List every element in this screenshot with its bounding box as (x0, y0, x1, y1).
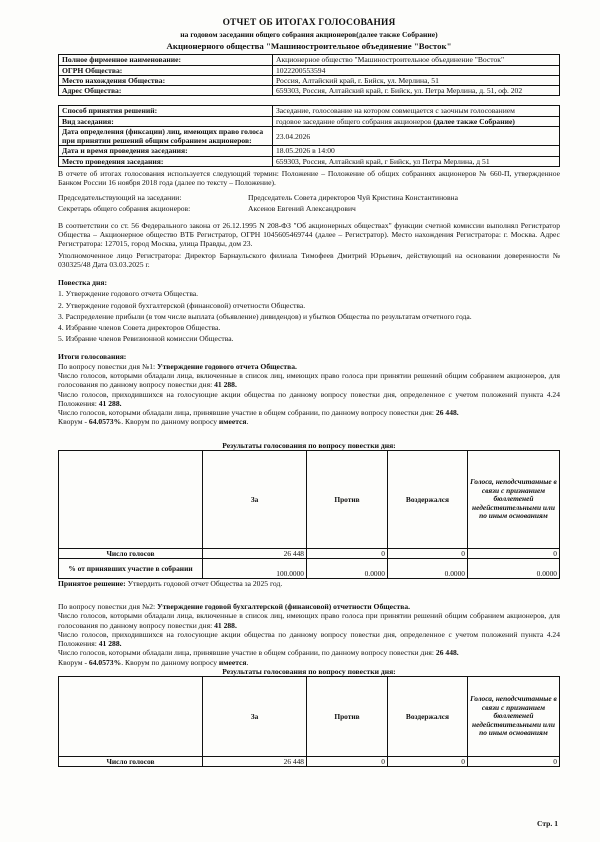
header-abstain: Воздержался (388, 450, 468, 548)
q2-votes-for: 26 448 (203, 757, 307, 767)
info-row (59, 86, 560, 96)
q2-votes-abstain: 0 (388, 757, 468, 767)
q1-votes-against: 0 (307, 548, 388, 558)
q1-text-2: Число голосов, приходившихся на голосующие акции общества по данному вопросу повестки дня, определенное с учетом положений пункта 4.24 Положения: (58, 389, 560, 408)
agenda-item: 4. Избрание членов Совета директоров Общества. (58, 323, 221, 333)
q1-quorum-end: . (246, 417, 249, 427)
results-corner-cell (59, 450, 203, 548)
info-value: 659303, Россия, Алтайский край, г. Бийск, ул. Петра Мерлина, д. 51, оф. 202 (273, 86, 560, 96)
q1-text-1: Число голосов, которыми обладали лица, включенные в список лиц, имеющих право голоса при принятии решений общим собранием акционеров, для голосования по данному вопросу повестки дня: (58, 371, 560, 390)
q1-votes-abstain: 0 (388, 548, 468, 558)
question-1-heading (58, 362, 560, 371)
company-info-table (58, 54, 560, 96)
agenda-item: 5. Избрание членов Ревизионной комиссии Общества. (58, 334, 234, 344)
header-invalid: Голоса, неподсчитанные в связи с признанием бюллетеней недействительными или по иным основаниям (468, 450, 560, 548)
info-row (59, 116, 560, 126)
q2-quorum-prefix: Кворум - (58, 657, 89, 667)
info-value: 18.05.2026 в 14:00 (273, 146, 560, 156)
header-invalid: Голоса, неподсчитанные в связи с признанием бюллетеней недействительными или по иным основаниям (468, 677, 560, 757)
secretary-value: Аксенов Евгений Александрович (248, 203, 356, 213)
q1-decision (58, 579, 560, 588)
q1-value-3: 26 448. (435, 408, 459, 418)
q1-percent-against: 0.0000 (307, 558, 388, 578)
info-value (273, 116, 560, 126)
info-row (59, 156, 560, 166)
results-title: Итоги голосования: (58, 351, 127, 361)
agenda-item: 2. Утверждение годовой бухгалтерской (финансовой) отчетности Общества. (58, 300, 306, 310)
question-1-block (58, 362, 560, 427)
q1-decision-text: Утвердить годовой отчет Общества за 2025 год. (125, 578, 283, 588)
registrar-paragraph: В соответствии со ст. 56 Федерального закона от 26.12.1995 N 208-ФЗ "Об акционерных обществах" функции счетной комиссии выполнял Регистратор Общества – Акционерное общество ВТБ Регистратор, ОГРН 1045605469744 (далее – Регистратор). Место нахождения Регистратора: г. Москва. Адрес Регистратора: 127015, город Москва, улица Правды, дом 23. (58, 220, 560, 249)
info-row (59, 126, 560, 146)
q1-quorum-value: 64.0573% (88, 417, 122, 427)
q2-results-table (58, 676, 560, 767)
q1-votes-invalid: 0 (468, 548, 560, 558)
info-row (59, 106, 560, 116)
row-label-votes: Число голосов (59, 757, 203, 767)
question-1-line-2 (58, 390, 560, 409)
question-1-intro: По вопросу повестки дня №1: (58, 361, 157, 371)
info-value: Акционерное общество "Машиностроительное объединение "Восток" (273, 55, 560, 65)
info-label: Дата и время проведения заседания: (59, 146, 273, 156)
report-header (58, 18, 560, 51)
question-2-heading (58, 602, 560, 611)
header-against: Против (307, 677, 388, 757)
info-label: Вид заседания: (59, 116, 273, 126)
question-2-line-3 (58, 648, 560, 657)
authorized-paragraph: Уполномоченное лицо Регистратора: Директор Барнаульского филиала Тимофеев Дмитрий Юрьевич, действующий на основании доверенности № 030325/48 Дата 03.03.2025 г. (58, 250, 560, 269)
info-label: Дата определения (фиксации) лиц, имеющих право голоса при принятии решений общим собранием акционеров: (59, 126, 273, 146)
info-value: 1022200553594 (273, 65, 560, 75)
question-2-line-2 (58, 630, 560, 649)
header-against: Против (307, 450, 388, 548)
q1-quorum-mid: . Кворум по данному вопросу (121, 417, 219, 427)
q2-text-1: Число голосов, которыми обладали лица, включенные в список лиц, имеющих право голоса при принятии решений общим собранием акционеров, для голосования по данному вопросу повестки дня: (58, 611, 560, 630)
agenda-item: 3. Распределение прибыли (в том числе выплата (объявление) дивидендов) и убытков Общества по результатам отчетного года. (58, 311, 472, 321)
q1-value-2: 41 288. (98, 398, 122, 408)
info-label: ОГРН Общества: (59, 65, 273, 75)
question-2-intro: По вопросу повестки дня №2: (58, 602, 157, 612)
agenda-item: 1. Утверждение годового отчета Общества. (58, 289, 199, 299)
q2-quorum-value: 64.0573% (88, 657, 122, 667)
info-label: Способ принятия решений: (59, 106, 273, 116)
results-corner-cell (59, 677, 203, 757)
q2-text-3: Число голосов, которыми обладали лица, принявшие участие в общем собрании, по данному вопросу повестки дня: (58, 648, 436, 658)
q2-quorum-mid: . Кворум по данному вопросу (121, 657, 219, 667)
results-votes-row (59, 548, 560, 558)
agenda-title: Повестка дня: (58, 278, 107, 288)
results-percent-row (59, 558, 560, 578)
info-row (59, 75, 560, 85)
meeting-type-note: (далее также Собрание) (433, 116, 515, 126)
company-line: Акционерного общества "Машиностроительное объединение "Восток" (166, 40, 452, 51)
q2-quorum-status: имеется (218, 657, 247, 667)
info-value: Россия, Алтайский край, г. Бийск, ул. Мерлина, 51 (273, 75, 560, 85)
q2-text-2: Число голосов, приходившихся на голосующие акции общества по данному вопросу повестки дня, определенное с учетом положений пункта 4.24 Положения: (58, 629, 560, 649)
chair-line (58, 193, 560, 202)
agenda-list (58, 289, 560, 343)
meeting-type-text: годовое заседание общего собрания акционеров (276, 116, 432, 126)
secretary-line (58, 204, 560, 213)
q2-value-2: 41 288. (98, 639, 122, 649)
row-label-votes: Число голосов (59, 548, 203, 558)
q1-percent-for: 100.0000 (203, 558, 307, 578)
terms-paragraph: В отчете об итогах голосования используется следующий термин: Положение – Положение об общих собраниях акционеров № 660-П, утвержденное Банком России 16 ноября 2018 года (далее по тексту – Положение). (58, 168, 560, 188)
info-label: Место нахождения Общества: (59, 75, 273, 85)
report-subtitle: на годовом заседании общего собрания акционеров(далее также Собрание) (180, 30, 438, 40)
header-abstain: Воздержался (388, 677, 468, 757)
q1-quorum-status: имеется (218, 417, 247, 427)
info-value: 659303, Россия, Алтайский край, г Бийск, ул Петра Мерлина, д 51 (273, 156, 560, 166)
info-row (59, 65, 560, 75)
chair-label: Председательствующий на заседании: (58, 193, 182, 203)
info-value: 23.04.2026 (273, 126, 560, 146)
q2-votes-invalid: 0 (468, 757, 560, 767)
q1-percent-invalid: 0.0000 (468, 558, 560, 578)
q1-table-title: Результаты голосования по вопросу повестки дня: (222, 440, 396, 450)
info-row (59, 55, 560, 65)
question-1-quorum (58, 417, 560, 426)
header-for: За (203, 677, 307, 757)
info-value: Заседание, голосование на котором совмещается с заочным голосованием (273, 106, 560, 116)
q2-votes-against: 0 (307, 757, 388, 767)
info-label: Адрес Общества: (59, 86, 273, 96)
chair-value: Председатель Совета директоров Чуй Кристина Константиновна (248, 193, 458, 203)
q1-value-1: 41 288. (214, 380, 237, 390)
question-1-title: Утверждение годового отчета Общества. (157, 361, 297, 371)
report-title: ОТЧЕТ ОБ ИТОГАХ ГОЛОСОВАНИЯ (222, 18, 396, 28)
info-label: Место проведения заседания: (59, 156, 273, 166)
row-label-percent: % от принявших участие в собрании (59, 558, 203, 578)
question-2-title: Утверждение годовой бухгалтерской (финансовой) отчетности Общества. (157, 602, 411, 612)
q2-value-1: 41 288. (214, 620, 237, 630)
results-header-row (59, 677, 560, 757)
q2-table-title: Результаты голосования по вопросу повестки дня: (222, 666, 396, 676)
q1-votes-for: 26 448 (203, 548, 307, 558)
page-number: Стр. 1 (536, 818, 558, 828)
header-for: За (203, 450, 307, 548)
q2-quorum-end: . (246, 657, 249, 667)
q2-value-3: 26 448. (435, 648, 459, 658)
question-2-line-1 (58, 611, 560, 630)
secretary-label: Секретарь общего собрания акционеров: (58, 203, 191, 213)
info-row (59, 146, 560, 156)
info-label: Полное фирменное наименование: (59, 55, 273, 65)
question-2-block (58, 602, 560, 667)
q1-results-table (58, 450, 560, 579)
q1-decision-label: Принятое решение: (58, 578, 126, 588)
meeting-info-table (58, 105, 560, 167)
question-2-quorum (58, 658, 560, 667)
results-votes-row (59, 757, 560, 767)
question-1-line-1 (58, 371, 560, 390)
q1-quorum-prefix: Кворум - (58, 417, 89, 427)
question-1-line-3 (58, 408, 560, 417)
q1-text-3: Число голосов, которыми обладали лица, принявшие участие в общем собрании, по данному вопросу повестки дня: (58, 408, 436, 418)
q1-percent-abstain: 0.0000 (388, 558, 468, 578)
results-header-row (59, 450, 560, 548)
